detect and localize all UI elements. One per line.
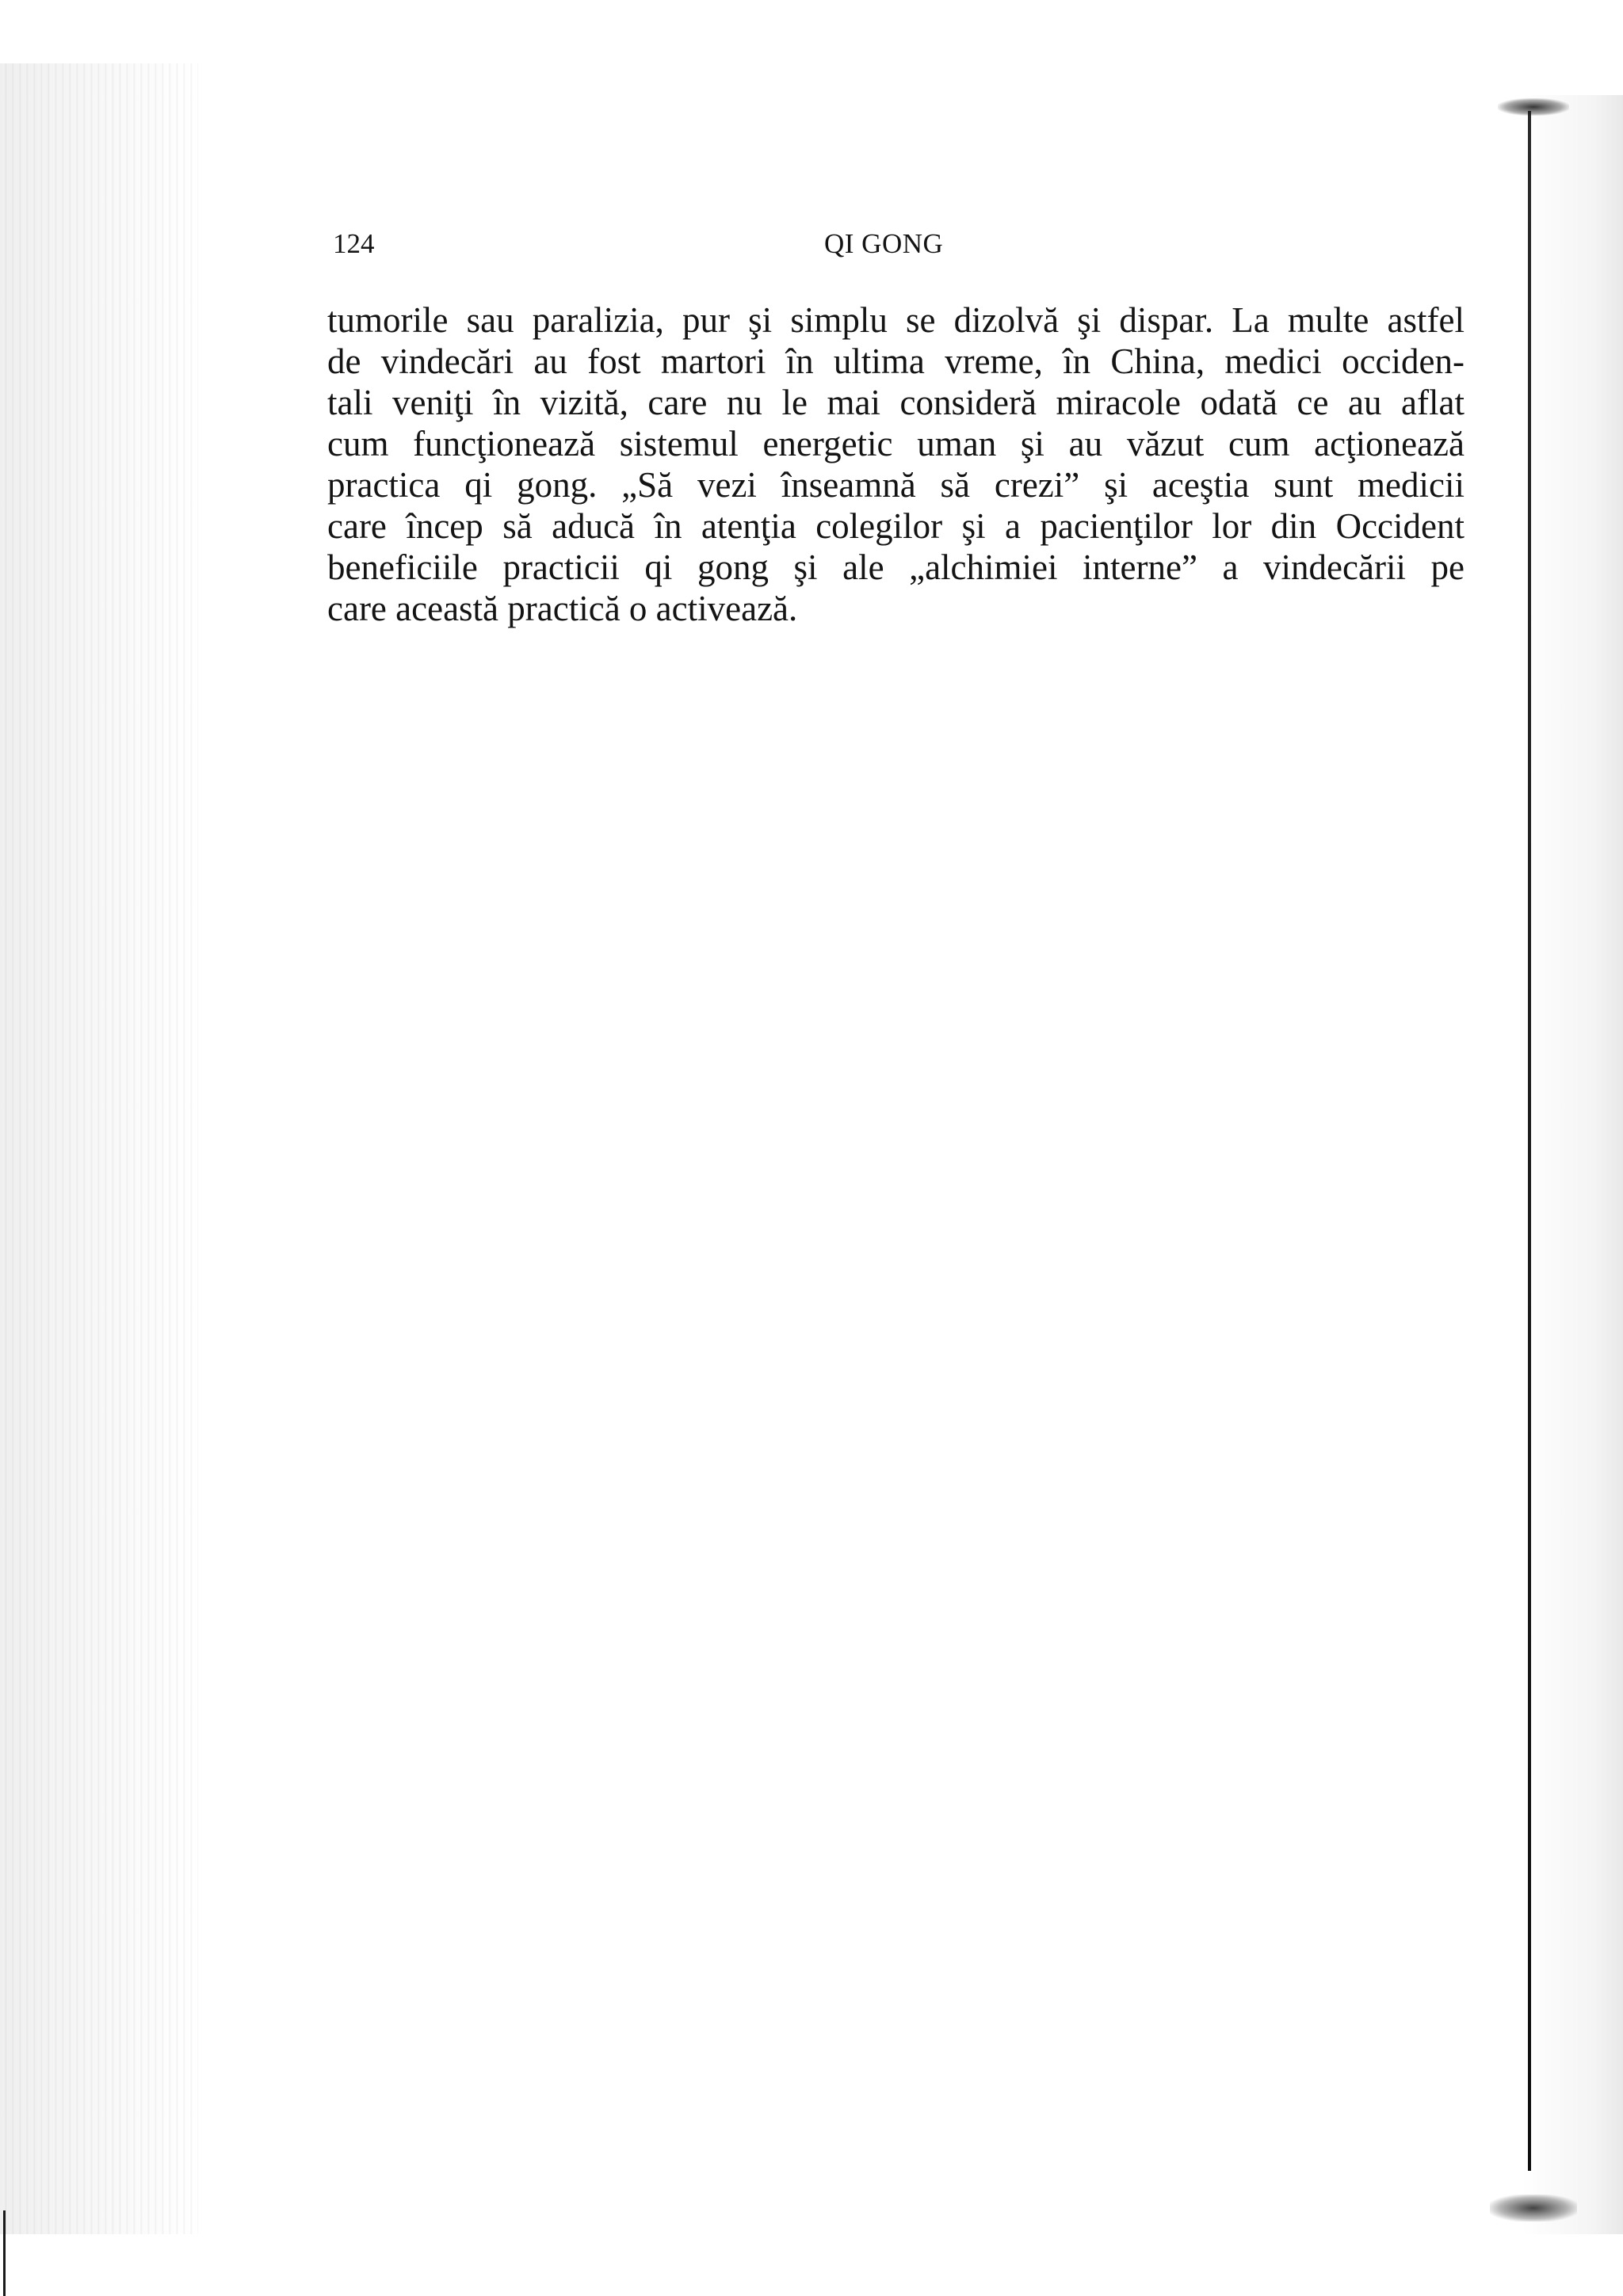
scan-smudge-bottom-right [1490, 2195, 1577, 2222]
scan-shadow-left [0, 63, 198, 2234]
text-line: tumorile sau paralizia, pur şi simplu se dizolvă şi dispar. La multe astfel [327, 300, 1465, 340]
body-paragraph [327, 299, 1465, 629]
text-line: practica qi gong. „Să vezi înseamnă să crezi” şi aceştia sunt medicii [327, 465, 1465, 505]
text-line: tali veniţi în vizită, care nu le mai consideră miracole odată ce au aflat [327, 383, 1465, 422]
running-title: QI GONG [824, 228, 944, 259]
text-line: de vindecări au fost martori în ultima vreme, în China, medici occiden- [327, 341, 1465, 381]
text-line: care această practică o activează. [327, 589, 798, 628]
scan-shadow-right [1522, 95, 1623, 2234]
text-line: care încep să aducă în atenţia colegilor şi a pacienţilor lor din Occident [327, 506, 1465, 546]
scan-edge-line-right [1528, 111, 1531, 2171]
page-number: 124 [333, 228, 375, 259]
text-line: beneficiile practicii qi gong şi ale „alchimiei interne” a vindecării pe [327, 547, 1465, 587]
text-line: cum funcţionează sistemul energetic uman şi au văzut cum acţionează [327, 424, 1465, 463]
scan-smudge-top-right [1498, 98, 1569, 116]
scan-edge-line-left [3, 2210, 6, 2296]
